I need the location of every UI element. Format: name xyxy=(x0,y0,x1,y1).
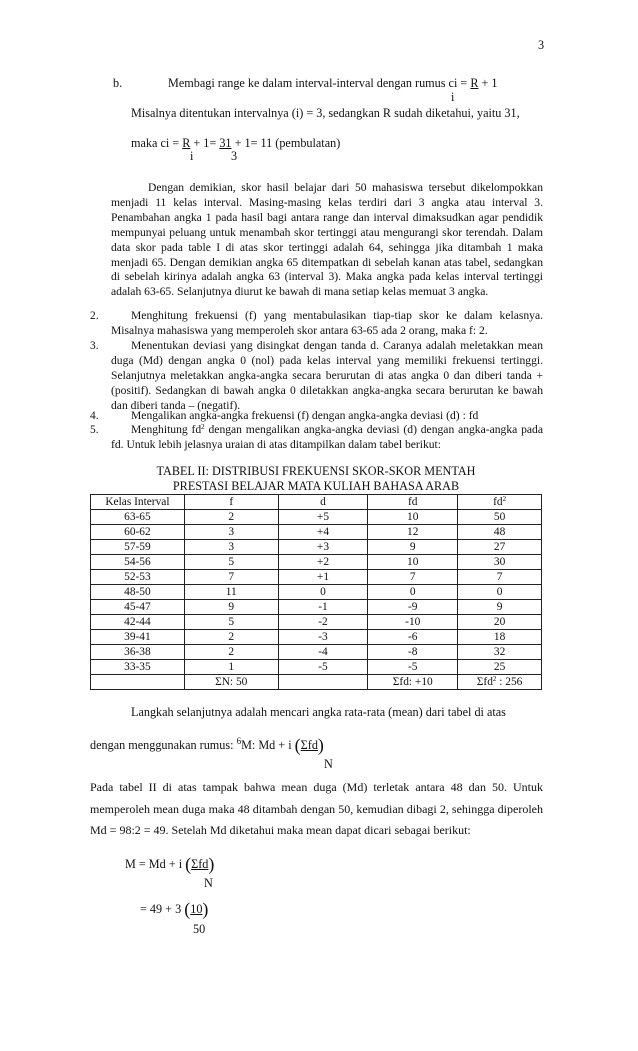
after-table-line-1: Langkah selanjutnya adalah mencari angka rata-rata (mean) dari tabel di atas xyxy=(131,705,506,719)
cell-d: -2 xyxy=(278,615,368,630)
cell-d: +1 xyxy=(278,570,368,585)
cell-kelas-interval: 54-56 xyxy=(91,555,185,570)
cell-kelas-interval: 57-59 xyxy=(91,540,185,555)
formula-r: R xyxy=(470,76,479,90)
cell-d: +5 xyxy=(278,510,368,525)
calc-r: R xyxy=(182,136,191,150)
cell-fd: -9 xyxy=(368,600,458,615)
cell-d: -4 xyxy=(278,645,368,660)
step-2-number: 2. xyxy=(90,310,99,322)
step-3-number: 3. xyxy=(90,340,99,352)
total-fd2-sup: 2 xyxy=(492,674,497,683)
total-fd2-a: Σfd xyxy=(476,675,493,688)
table-total-row xyxy=(91,675,542,690)
cell-kelas-interval: 42-44 xyxy=(91,615,185,630)
total-fd2 xyxy=(458,675,542,690)
after-table-formula-line xyxy=(90,735,324,755)
page-number: 3 xyxy=(538,38,545,52)
table-row xyxy=(91,555,542,570)
header-fd2 xyxy=(458,495,542,510)
calc-mid: + 1= xyxy=(190,136,220,150)
final-substitution-text: = 49 + 3 xyxy=(140,902,185,916)
cell-fd: -5 xyxy=(368,660,458,675)
step-4-text: Mengalikan angka-angka frekuensi (f) dengan angka-angka deviasi (d) : fd xyxy=(131,409,479,422)
substitution-open-paren: ( xyxy=(184,899,191,919)
cell-f: 7 xyxy=(184,570,278,585)
cell-fd: -10 xyxy=(368,615,458,630)
cell-kelas-interval: 52-53 xyxy=(91,570,185,585)
cell-fd: 9 xyxy=(368,540,458,555)
cell-f: 9 xyxy=(184,600,278,615)
step-5-text-b: dengan mengalikan angka-angka deviasi (d) dengan angka-angka pada fd. Untuk lebih jelasnya uraian di atas ditampilkan dalam tabel berikut: xyxy=(111,423,544,451)
header-d: d xyxy=(278,495,368,510)
final-formula-line-1 xyxy=(125,854,215,874)
table-title-line-2: PRESTASI BELAJAR MATA KULIAH BAHASA ARAB xyxy=(172,479,460,493)
formula-n: N xyxy=(324,757,333,771)
cell-fd2: 9 xyxy=(458,600,542,615)
cell-fd2: 50 xyxy=(458,510,542,525)
formula-i: i xyxy=(451,90,455,104)
cell-f: 2 xyxy=(184,510,278,525)
cell-f: 3 xyxy=(184,525,278,540)
cell-kelas-interval: 60-62 xyxy=(91,525,185,540)
formula-plus-one: + 1 xyxy=(478,76,498,90)
formula-intro: dengan menggunakan rumus: xyxy=(90,738,237,752)
cell-fd2: 27 xyxy=(458,540,542,555)
final-formula-n: N xyxy=(204,876,213,890)
final-formula-text: M = Md + i xyxy=(125,857,186,871)
cell-d: 0 xyxy=(278,585,368,600)
cell-fd2: 0 xyxy=(458,585,542,600)
paragraph-1: Dengan demikian, skor hasil belajar dari 50 mahasiswa tersebut dikelompokkan menjadi 11 kelas interval. Masing-masing kelas terdiri dari 3 angka atau interval 3. Penambahan angka 1 pada hasil bagi antara range dan interval dimaksudkan agar pendidik mempunyai peluang untuk menambah skor tertinggi atau mengurangi skor terendah. Dalam data skor pada table I di atas skor tertinggi adalah 64, sehingga jika ditambah 1 maka menjadi 65. Dengan demikian angka 65 ditempatkan di sebelah kanan atas tabel, sedangkan di sebelah kirinya adalah angka 63 (interval 3). Maka angka pada kelas interval tertinggi adalah 63-65. Selanjutnya diurut ke bawah di mana setiap kelas memuat 3 angka. xyxy=(111,181,543,299)
cell-f: 11 xyxy=(184,585,278,600)
cell-kelas-interval: 33-35 xyxy=(91,660,185,675)
substitution-denominator: 50 xyxy=(193,922,206,936)
step-5-text-a: Menghitung fd xyxy=(131,423,202,436)
table-row xyxy=(91,510,542,525)
total-empty-cell xyxy=(91,675,185,690)
cell-fd2: 7 xyxy=(458,570,542,585)
calc-i: i xyxy=(190,149,194,163)
step-b-example: Misalnya ditentukan intervalnya (i) = 3, sedangkan R sudah diketahui, yaitu 31, xyxy=(131,106,520,120)
step-b-line xyxy=(168,76,498,91)
step-3-text: Menentukan deviasi yang disingkat dengan tanda d. Caranya adalah meletakkan mean duga (Md) dengan angka 0 (nol) pada kelas interval yang memiliki frekuensi tertinggi. Selanjutnya meletakkan angka-angka secara berurutan di atas angka 0 dan diberi tanda + (positif). Sedangkan di bawah angka 0 diletakkan angka-angka secara berurutan ke bawah dan diberi tanda – (negatif). xyxy=(111,339,543,412)
step-5-number: 5. xyxy=(90,424,99,436)
header-fd: fd xyxy=(368,495,458,510)
cell-kelas-interval: 48-50 xyxy=(91,585,185,600)
paragraph-2: Pada tabel II di atas tampak bahwa mean duga (Md) terletak antara 48 dan 50. Untuk memperoleh mean duga maka 48 ditambah dengan 50, kemudian dibagi 2, sehingga diperoleh Md = 98:2 = 49. Setelah Md diketahui maka mean dapat dicari sebagai berikut: xyxy=(90,780,543,837)
header-fd2-text: fd xyxy=(493,495,503,508)
cell-fd2: 18 xyxy=(458,630,542,645)
cell-fd2: 25 xyxy=(458,660,542,675)
cell-d: +2 xyxy=(278,555,368,570)
cell-fd: -8 xyxy=(368,645,458,660)
table-row xyxy=(91,660,542,675)
calc-31: 31 xyxy=(219,136,232,150)
total-fd2-b: : 256 xyxy=(496,675,523,688)
cell-f: 5 xyxy=(184,555,278,570)
calc-3: 3 xyxy=(231,149,238,163)
cell-f: 2 xyxy=(184,630,278,645)
formula-open-paren: ( xyxy=(294,735,301,755)
total-fd: Σfd: +10 xyxy=(368,675,458,690)
substitution-numerator: 10 xyxy=(190,902,203,916)
cell-f: 3 xyxy=(184,540,278,555)
table-row xyxy=(91,540,542,555)
step-5-text xyxy=(111,423,543,453)
formula-close-paren: ) xyxy=(317,735,324,755)
formula-sum-fd: Σfd xyxy=(300,738,318,752)
cell-d: +3 xyxy=(278,540,368,555)
final-formula-line-2 xyxy=(140,899,209,919)
cell-fd: -6 xyxy=(368,630,458,645)
table-row xyxy=(91,600,542,615)
substitution-close-paren: ) xyxy=(202,899,209,919)
table-row xyxy=(91,525,542,540)
cell-fd2: 20 xyxy=(458,615,542,630)
cell-fd: 10 xyxy=(368,510,458,525)
cell-kelas-interval: 45-47 xyxy=(91,600,185,615)
step-5-sup: 2 xyxy=(201,423,205,431)
table-row xyxy=(91,570,542,585)
step-b-text: Membagi range ke dalam interval-interval dengan rumus ci = xyxy=(168,76,471,90)
distribution-table xyxy=(90,494,542,690)
cell-d: +4 xyxy=(278,525,368,540)
cell-fd: 12 xyxy=(368,525,458,540)
table-row xyxy=(91,615,542,630)
cell-d: -1 xyxy=(278,600,368,615)
total-d-empty-cell xyxy=(278,675,368,690)
table-row xyxy=(91,585,542,600)
header-fd2-sup: 2 xyxy=(502,494,507,503)
table-header-row xyxy=(91,495,542,510)
calc-prefix: maka ci = xyxy=(131,136,183,150)
step-2-text: Menghitung frekuensi (f) yang mentabulasikan tiap-tiap skor ke dalam kelasnya. Misalnya mahasiswa yang memperoleh skor antara 63-65 ada 2 orang, maka f: 2. xyxy=(111,309,543,337)
cell-fd: 7 xyxy=(368,570,458,585)
step-b-marker: b. xyxy=(113,76,123,90)
cell-d: -3 xyxy=(278,630,368,645)
cell-f: 5 xyxy=(184,615,278,630)
cell-fd2: 30 xyxy=(458,555,542,570)
cell-kelas-interval: 36-38 xyxy=(91,645,185,660)
cell-fd: 0 xyxy=(368,585,458,600)
table-row xyxy=(91,645,542,660)
final-sum-fd: Σfd xyxy=(191,857,209,871)
step-4-number: 4. xyxy=(90,410,99,422)
footnote-marker: 6 xyxy=(236,736,242,746)
cell-kelas-interval: 39-41 xyxy=(91,630,185,645)
cell-fd2: 48 xyxy=(458,525,542,540)
cell-f: 1 xyxy=(184,660,278,675)
cell-fd: 10 xyxy=(368,555,458,570)
cell-d: -5 xyxy=(278,660,368,675)
cell-f: 2 xyxy=(184,645,278,660)
mean-formula-text: M: Md + i xyxy=(241,738,295,752)
table-title-line-1: TABEL II: DISTRIBUSI FREKUENSI SKOR-SKOR MENTAH xyxy=(156,464,476,478)
cell-fd2: 32 xyxy=(458,645,542,660)
total-n: ΣN: 50 xyxy=(184,675,278,690)
final-close-paren: ) xyxy=(208,854,215,874)
calc-suffix: + 1= 11 (pembulatan) xyxy=(231,136,341,150)
cell-kelas-interval: 63-65 xyxy=(91,510,185,525)
table-row xyxy=(91,630,542,645)
table-body xyxy=(91,510,542,675)
final-open-paren: ( xyxy=(185,854,192,874)
header-f: f xyxy=(184,495,278,510)
header-kelas-interval: Kelas Interval xyxy=(91,495,185,510)
